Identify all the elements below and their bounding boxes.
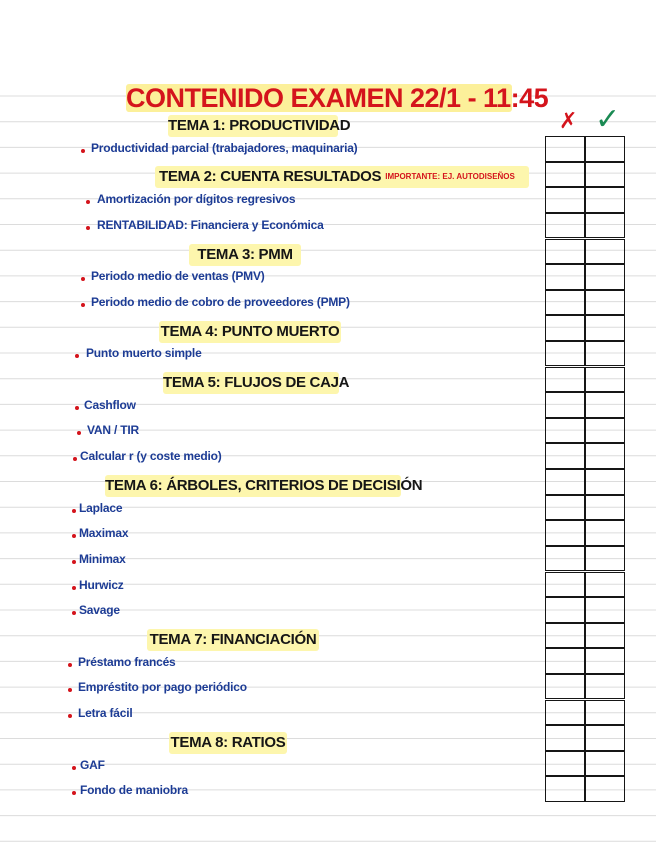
right-checkbox[interactable] [584, 495, 625, 521]
list-item [0, 703, 545, 727]
list-item-text: Laplace [79, 500, 123, 515]
list-item [0, 652, 545, 676]
wrong-checkbox[interactable] [545, 674, 586, 700]
list-item [0, 138, 545, 162]
right-checkbox[interactable] [584, 187, 625, 213]
section-heading [189, 244, 301, 266]
x-mark-icon: ✗ [559, 109, 578, 134]
wrong-checkbox[interactable] [545, 597, 586, 623]
wrong-checkbox[interactable] [545, 572, 586, 598]
list-item-text: Cashflow [84, 397, 136, 412]
list-item-text: Periodo medio de cobro de proveedores (PMP) [91, 294, 350, 309]
list-item-text: Minimax [79, 551, 126, 566]
list-item [0, 446, 545, 470]
right-checkbox[interactable] [584, 239, 625, 265]
bullet-icon [72, 611, 76, 615]
bullet-icon [81, 277, 85, 281]
wrong-checkbox[interactable] [545, 162, 586, 188]
list-item-text: Fondo de maniobra [80, 783, 188, 798]
right-checkbox[interactable] [584, 264, 625, 290]
right-checkbox[interactable] [584, 315, 625, 341]
section-heading-text: TEMA 5: FLUJOS DE CAJA [163, 374, 350, 391]
right-checkbox[interactable] [584, 648, 625, 674]
right-checkbox[interactable] [584, 162, 625, 188]
list-item [0, 575, 545, 599]
wrong-checkbox[interactable] [545, 725, 586, 751]
wrong-checkbox[interactable] [545, 495, 586, 521]
wrong-checkbox[interactable] [545, 213, 586, 239]
wrong-checkbox[interactable] [545, 418, 586, 444]
bullet-icon [75, 354, 79, 358]
right-checkbox[interactable] [584, 213, 625, 239]
list-item [0, 523, 545, 547]
right-checkbox[interactable] [584, 623, 625, 649]
wrong-checkbox[interactable] [545, 392, 586, 418]
list-item [0, 266, 545, 290]
list-item [0, 600, 545, 624]
list-item [0, 755, 545, 779]
wrong-checkbox[interactable] [545, 315, 586, 341]
list-item-text: Periodo medio de ventas (PMV) [91, 269, 265, 284]
important-note: IMPORTANTE: EJ. AUTODISEÑOS [385, 172, 515, 182]
right-checkbox[interactable] [584, 418, 625, 444]
bullet-icon [72, 534, 76, 538]
section-heading [105, 475, 423, 497]
page-title: CONTENIDO EXAMEN 22/1 - 11:45 [126, 83, 549, 113]
right-checkbox[interactable] [584, 367, 625, 393]
right-checkbox[interactable] [584, 520, 625, 546]
bullet-icon [75, 406, 79, 410]
right-checkbox[interactable] [584, 341, 625, 367]
list-item [0, 189, 545, 213]
list-item-text: Hurwicz [79, 577, 124, 592]
right-checkbox[interactable] [584, 776, 625, 802]
section-heading [163, 372, 350, 394]
list-item [0, 420, 545, 444]
wrong-checkbox[interactable] [545, 367, 586, 393]
list-item [0, 292, 545, 316]
bullet-icon [68, 714, 72, 718]
list-item-text: Empréstito por pago periódico [78, 680, 247, 695]
bullet-icon [73, 457, 77, 461]
list-item-text: Calcular r (y coste medio) [80, 449, 222, 464]
list-item [0, 343, 545, 367]
wrong-checkbox[interactable] [545, 239, 586, 265]
list-item-text: Savage [79, 603, 120, 618]
wrong-checkbox[interactable] [545, 264, 586, 290]
list-item [0, 498, 545, 522]
right-checkbox[interactable] [584, 392, 625, 418]
section-heading [147, 629, 319, 651]
wrong-checkbox[interactable] [545, 623, 586, 649]
list-item [0, 549, 545, 573]
list-item-text: Maximax [79, 526, 129, 541]
right-checkbox[interactable] [584, 751, 625, 777]
section-heading [159, 321, 341, 343]
right-checkbox[interactable] [584, 136, 625, 162]
bullet-icon [86, 200, 90, 204]
bullet-icon [72, 509, 76, 513]
check-mark-icon: ✓ [595, 102, 621, 137]
right-checkbox[interactable] [584, 546, 625, 572]
list-item [0, 780, 545, 804]
section-heading-text: TEMA 8: RATIOS [170, 733, 286, 751]
list-item-text: GAF [80, 757, 105, 772]
bullet-icon [86, 226, 90, 230]
right-checkbox[interactable] [584, 290, 625, 316]
list-item-text: Amortización por dígitos regresivos [97, 192, 296, 207]
right-checkbox[interactable] [584, 469, 625, 495]
section-heading-text: TEMA 3: PMM [197, 245, 293, 263]
bullet-icon [68, 688, 72, 692]
bullet-icon [72, 791, 76, 795]
wrong-checkbox[interactable] [545, 776, 586, 802]
section-heading [169, 732, 287, 754]
wrong-checkbox[interactable] [545, 136, 586, 162]
right-checkbox[interactable] [584, 443, 625, 469]
wrong-checkbox[interactable] [545, 520, 586, 546]
bullet-icon [72, 586, 76, 590]
bullet-icon [81, 303, 85, 307]
wrong-checkbox[interactable] [545, 700, 586, 726]
right-checkbox[interactable] [584, 572, 625, 598]
wrong-checkbox[interactable] [545, 341, 586, 367]
right-checkbox[interactable] [584, 674, 625, 700]
list-item [0, 395, 545, 419]
bullet-icon [77, 431, 81, 435]
wrong-checkbox[interactable] [545, 187, 586, 213]
section-heading-text: TEMA 4: PUNTO MUERTO [160, 322, 340, 340]
section-heading-text: TEMA 2: CUENTA RESULTADOS [159, 168, 382, 186]
wrong-checkbox[interactable] [545, 751, 586, 777]
list-item [0, 215, 545, 239]
bullet-icon [81, 149, 85, 153]
list-item-text: VAN / TIR [87, 423, 139, 438]
right-checkbox[interactable] [584, 725, 625, 751]
list-item-text: Productividad parcial (trabajadores, maquinaria) [91, 140, 358, 155]
section-heading-text: TEMA 1: PRODUCTIVIDAD [168, 117, 351, 134]
section-heading-text: TEMA 7: FINANCIACIÓN [149, 631, 317, 648]
wrong-checkbox[interactable] [545, 546, 586, 572]
list-item-text: Punto muerto simple [86, 346, 202, 361]
bullet-icon [72, 766, 76, 770]
right-checkbox[interactable] [584, 700, 625, 726]
list-item-text: Letra fácil [78, 706, 133, 721]
section-heading [155, 166, 529, 188]
bullet-icon [68, 663, 72, 667]
section-heading-text: TEMA 6: ÁRBOLES, CRITERIOS DE DECISIÓN [105, 476, 423, 494]
list-item-text: RENTABILIDAD: Financiera y Económica [97, 217, 324, 232]
right-checkbox[interactable] [584, 597, 625, 623]
wrong-checkbox[interactable] [545, 469, 586, 495]
wrong-checkbox[interactable] [545, 443, 586, 469]
list-item [0, 677, 545, 701]
bullet-icon [72, 560, 76, 564]
wrong-checkbox[interactable] [545, 648, 586, 674]
list-item-text: Préstamo francés [78, 654, 176, 669]
wrong-checkbox[interactable] [545, 290, 586, 316]
section-heading [168, 115, 351, 137]
